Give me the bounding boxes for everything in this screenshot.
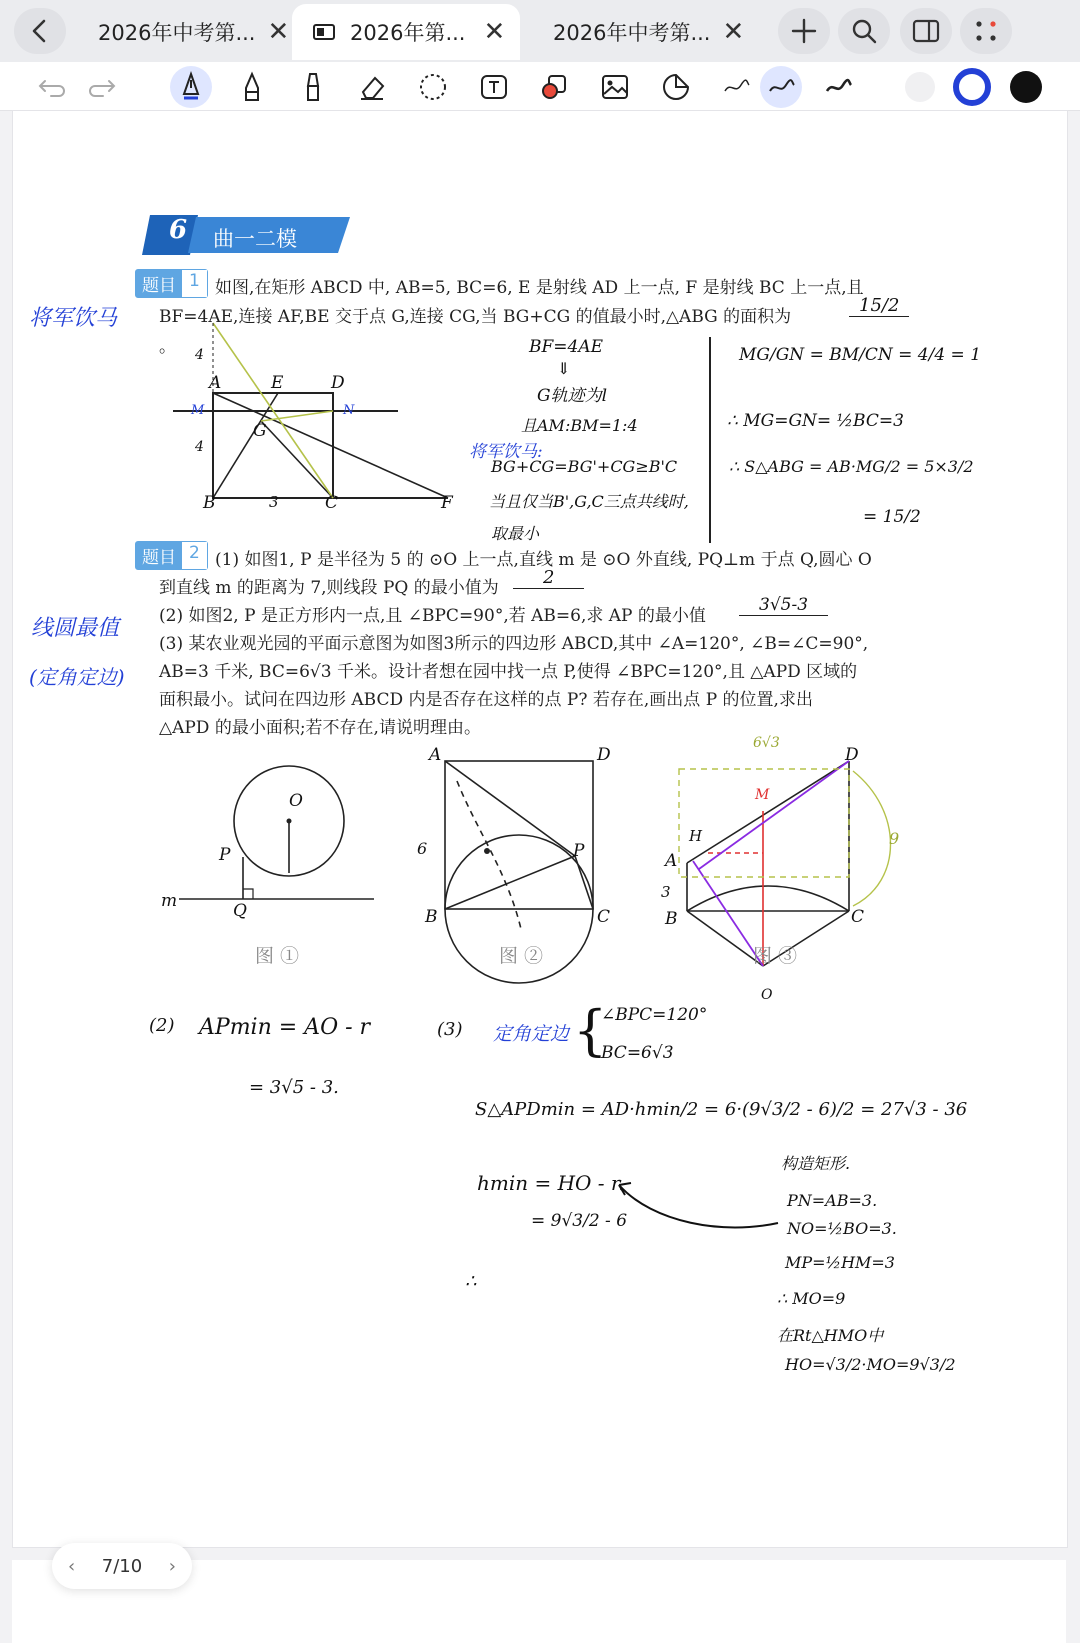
back-button[interactable] bbox=[14, 8, 66, 54]
question-number: 1 bbox=[182, 270, 207, 297]
note-r4: = 15/2 bbox=[863, 507, 921, 527]
tab-bar bbox=[0, 0, 1080, 62]
fig2-p: P bbox=[573, 841, 585, 861]
close-icon[interactable]: ✕ bbox=[483, 17, 506, 47]
eraser-icon bbox=[357, 72, 387, 102]
fig-label-n: N bbox=[343, 403, 355, 418]
fig2-d: D bbox=[597, 745, 611, 765]
rect-note-7: HO=√3/2·MO=9√3/2 bbox=[785, 1355, 956, 1374]
section-title: 曲一二模 bbox=[213, 227, 297, 251]
stroke-thick[interactable] bbox=[818, 67, 858, 107]
fig1-m: m bbox=[161, 891, 178, 911]
q2-p1b: 到直线 m 的距离为 7,则线段 PQ 的最小值为 bbox=[159, 578, 499, 598]
sol-2-label: (2) bbox=[149, 1015, 175, 1036]
tab-3-label: 2026年中考第... bbox=[553, 21, 711, 45]
fountain-pen-icon bbox=[180, 72, 202, 102]
question-tag-2 bbox=[135, 541, 208, 570]
search-icon bbox=[851, 18, 877, 44]
close-icon[interactable]: ✕ bbox=[722, 17, 745, 47]
shapes-icon bbox=[539, 72, 569, 102]
lasso-tool[interactable] bbox=[413, 67, 453, 107]
split-view-button[interactable] bbox=[900, 8, 952, 54]
q2-p2-answer: 3√5-3 bbox=[739, 595, 828, 616]
divider-line bbox=[709, 337, 711, 543]
figure-1 bbox=[159, 751, 389, 921]
note-r2: ∴ MG=GN= ½BC=3 bbox=[727, 411, 904, 431]
fig-label-m: M bbox=[191, 403, 205, 418]
fig1-q: Q bbox=[233, 901, 247, 921]
lasso-icon bbox=[418, 72, 448, 102]
tab-1[interactable] bbox=[98, 4, 290, 60]
drawing-toolbar bbox=[0, 62, 1080, 111]
fig2-b: B bbox=[425, 907, 438, 927]
q1-answer: 15/2 bbox=[849, 295, 909, 317]
sol-3-method: 定角定边 bbox=[493, 1023, 570, 1045]
fig-label-f: F bbox=[441, 493, 453, 513]
fig3-b: B bbox=[665, 909, 678, 929]
sol-3-hmin: hmin = HO - r. bbox=[477, 1171, 625, 1195]
q1-line3: 。 bbox=[159, 337, 176, 357]
q2-p3a: (3) 某农业观光园的平面示意图为如图3所示的四边形 ABCD,其中 ∠A=120°, ∠B=∠C=90°, bbox=[159, 634, 869, 654]
stroke-thin-icon bbox=[721, 77, 751, 97]
color-swatch bbox=[905, 72, 935, 102]
fig2-c: C bbox=[597, 907, 611, 927]
q2-p3c: 面积最小。试问在四边形 ABCD 内是否存在这样的点 P? 若存在,画出点 P 的位置,求出 bbox=[159, 690, 813, 710]
search-button[interactable] bbox=[838, 8, 890, 54]
note-r3: ∴ S△ABG = AB·MG/2 = 5×3/2 bbox=[729, 457, 974, 476]
tab-2[interactable] bbox=[292, 4, 520, 60]
undo-button[interactable] bbox=[32, 67, 72, 107]
close-icon[interactable]: ✕ bbox=[267, 17, 290, 47]
fig3-9: 9 bbox=[889, 829, 900, 848]
q1-line1: 如图,在矩形 ABCD 中, AB=5, BC=6, E 是射线 AD 上一点, F 是射线 BC 上一点,且 bbox=[215, 278, 864, 298]
fig-label-e: E bbox=[271, 373, 284, 393]
pencil-icon bbox=[241, 72, 263, 102]
fig2-caption: 图 ② bbox=[499, 945, 544, 967]
rect-note-2: PN=AB=3. bbox=[787, 1191, 878, 1210]
fig3-3: 3 bbox=[661, 883, 671, 901]
fig-label-3: 3 bbox=[269, 493, 279, 511]
grid-dots-icon bbox=[973, 18, 999, 44]
stroke-thin[interactable] bbox=[716, 67, 756, 107]
sol-2-result: = 3√5 - 3. bbox=[249, 1077, 339, 1098]
text-box-icon bbox=[479, 72, 509, 102]
note-when: 当且仅当B',G,C三点共线时, bbox=[489, 492, 689, 511]
sol-2-formula: APmin = AO - r bbox=[199, 1015, 371, 1040]
fig2-a: A bbox=[429, 745, 442, 765]
stroke-medium[interactable] bbox=[760, 66, 802, 108]
question-number: 2 bbox=[182, 542, 207, 569]
chevron-left-icon[interactable]: ‹ bbox=[68, 1555, 76, 1577]
plus-icon bbox=[791, 18, 817, 44]
document-page[interactable] bbox=[12, 110, 1068, 1548]
rect-note-5: ∴ MO=9 bbox=[777, 1289, 846, 1308]
q2-p3d: △APD 的最小面积;若不存在,请说明理由。 bbox=[159, 718, 481, 738]
redo-button[interactable] bbox=[82, 67, 122, 107]
fig1-p: P bbox=[219, 845, 231, 865]
fig-label-a: A bbox=[209, 373, 222, 393]
fig3-caption: 图 ③ bbox=[753, 945, 798, 967]
sidebar-icon bbox=[912, 19, 940, 43]
q2-p1a: (1) 如图1, P 是半径为 5 的 ⊙O 上一点,直线 m 是 ⊙O 外直线, PQ⊥m 于点 Q,圆心 O bbox=[215, 550, 872, 570]
fig3-6r3: 6√3 bbox=[753, 735, 780, 751]
sol-3-area: S△APDmin = AD·hmin/2 = 6·(9√3/2 - 6)/2 = 27√3 - 36 bbox=[475, 1099, 968, 1120]
image-tool[interactable] bbox=[595, 67, 635, 107]
text-tool[interactable] bbox=[474, 67, 514, 107]
page-navigator bbox=[52, 1543, 192, 1589]
color-black[interactable] bbox=[1006, 67, 1046, 107]
eraser-tool[interactable] bbox=[352, 67, 392, 107]
document-icon bbox=[312, 22, 336, 42]
stroke-thick-icon bbox=[823, 77, 853, 97]
q2-side-1: 线圆最值 bbox=[31, 616, 120, 641]
redo-icon bbox=[87, 77, 117, 97]
shape-tool[interactable] bbox=[534, 67, 574, 107]
note-locus: G轨迹为l bbox=[537, 386, 608, 406]
sticker-tool[interactable] bbox=[656, 67, 696, 107]
fig1-o: O bbox=[289, 791, 303, 811]
note-bf: BF=4AE bbox=[529, 337, 604, 357]
more-button[interactable] bbox=[960, 8, 1012, 54]
fig3-c: C bbox=[851, 907, 865, 927]
rect-note-4: MP=½HM=3 bbox=[785, 1253, 895, 1272]
image-icon bbox=[600, 72, 630, 102]
color-white[interactable] bbox=[900, 67, 940, 107]
note-method: 将军饮马: bbox=[469, 442, 543, 462]
sticker-icon bbox=[661, 72, 691, 102]
sol-brace: { bbox=[573, 999, 608, 1062]
note-arrow: ⇓ bbox=[557, 359, 571, 378]
sol-3-label: (3) bbox=[437, 1019, 463, 1040]
fig-label-c: C bbox=[325, 493, 339, 513]
pen-tool[interactable] bbox=[170, 66, 212, 108]
tab-2-label: 2026年第... bbox=[350, 21, 466, 45]
q2-p2: (2) 如图2, P 是正方形内一点,且 ∠BPC=90°,若 AB=6,求 AP 的最小值 bbox=[159, 606, 706, 626]
highlighter-tool[interactable] bbox=[293, 67, 333, 107]
sol-3-hval: = 9√3/2 - 6 bbox=[531, 1211, 628, 1231]
fig3-o: O bbox=[761, 987, 773, 1003]
question-tag-1 bbox=[135, 269, 208, 298]
fig-label-g: G bbox=[253, 421, 267, 441]
fig3-a: A bbox=[665, 851, 678, 871]
note-ineq: BG+CG=BG'+CG≥B'C bbox=[491, 457, 678, 476]
sol-3-side: BC=6√3 bbox=[601, 1043, 674, 1063]
fig2-6: 6 bbox=[417, 839, 428, 858]
color-blue[interactable] bbox=[952, 67, 992, 107]
section-number: 6 bbox=[169, 215, 188, 245]
color-swatch-selected bbox=[953, 68, 991, 106]
q2-p1-answer: 2 bbox=[513, 567, 584, 589]
sol-3-therefore: ∴ bbox=[465, 1271, 477, 1292]
note-ratio: 且AM:BM=1:4 bbox=[521, 416, 638, 435]
question-tag-label: 题目 bbox=[136, 270, 182, 297]
question-tag-label: 题目 bbox=[136, 542, 182, 569]
q1-side-note: 将军饮马 bbox=[29, 306, 118, 331]
fig3-m: M bbox=[755, 787, 770, 803]
fig-label-b: B bbox=[203, 493, 216, 513]
highlighter-icon bbox=[302, 72, 324, 102]
note-min: 取最小 bbox=[491, 524, 540, 543]
q2-p3b: AB=3 千米, BC=6√3 千米。设计者想在园中找一点 P,使得 ∠BPC=120°,且 △APD 区域的 bbox=[159, 662, 858, 682]
rect-note-6: 在Rt△HMO中 bbox=[777, 1326, 884, 1345]
q1-line2: BF=4AE,连接 AF,BE 交于点 G,连接 CG,当 BG+CG 的值最小时,△ABG 的面积为 bbox=[159, 307, 792, 327]
fig-label-4b: 4 bbox=[195, 439, 204, 455]
q2-side-2: (定角定边) bbox=[29, 665, 125, 689]
stroke-medium-icon bbox=[766, 77, 796, 97]
sol-3-angle: ∠BPC=120° bbox=[601, 1005, 708, 1025]
fig-label-d: D bbox=[331, 373, 345, 393]
fig-label-4a: 4 bbox=[195, 347, 204, 363]
tab-3[interactable] bbox=[553, 4, 745, 60]
q1-figure bbox=[173, 343, 473, 503]
rect-note-1: 构造矩形. bbox=[781, 1154, 851, 1173]
fig1-caption: 图 ① bbox=[255, 945, 300, 967]
arrow-curve bbox=[613, 1173, 783, 1233]
rect-note-3: NO=½BO=3. bbox=[787, 1219, 897, 1238]
page-indicator: 7/10 bbox=[101, 1555, 143, 1577]
chevron-left-icon bbox=[30, 19, 50, 43]
new-tab-button[interactable] bbox=[778, 8, 830, 54]
pencil-tool[interactable] bbox=[232, 67, 272, 107]
note-r1: MG/GN = BM/CN = 4/4 = 1 bbox=[739, 345, 982, 365]
undo-icon bbox=[37, 77, 67, 97]
fig3-h: H bbox=[689, 827, 703, 845]
chevron-right-icon[interactable]: › bbox=[168, 1555, 176, 1577]
color-swatch bbox=[1010, 71, 1042, 103]
tab-1-label: 2026年中考第... bbox=[98, 21, 256, 45]
fig3-d: D bbox=[845, 745, 859, 765]
